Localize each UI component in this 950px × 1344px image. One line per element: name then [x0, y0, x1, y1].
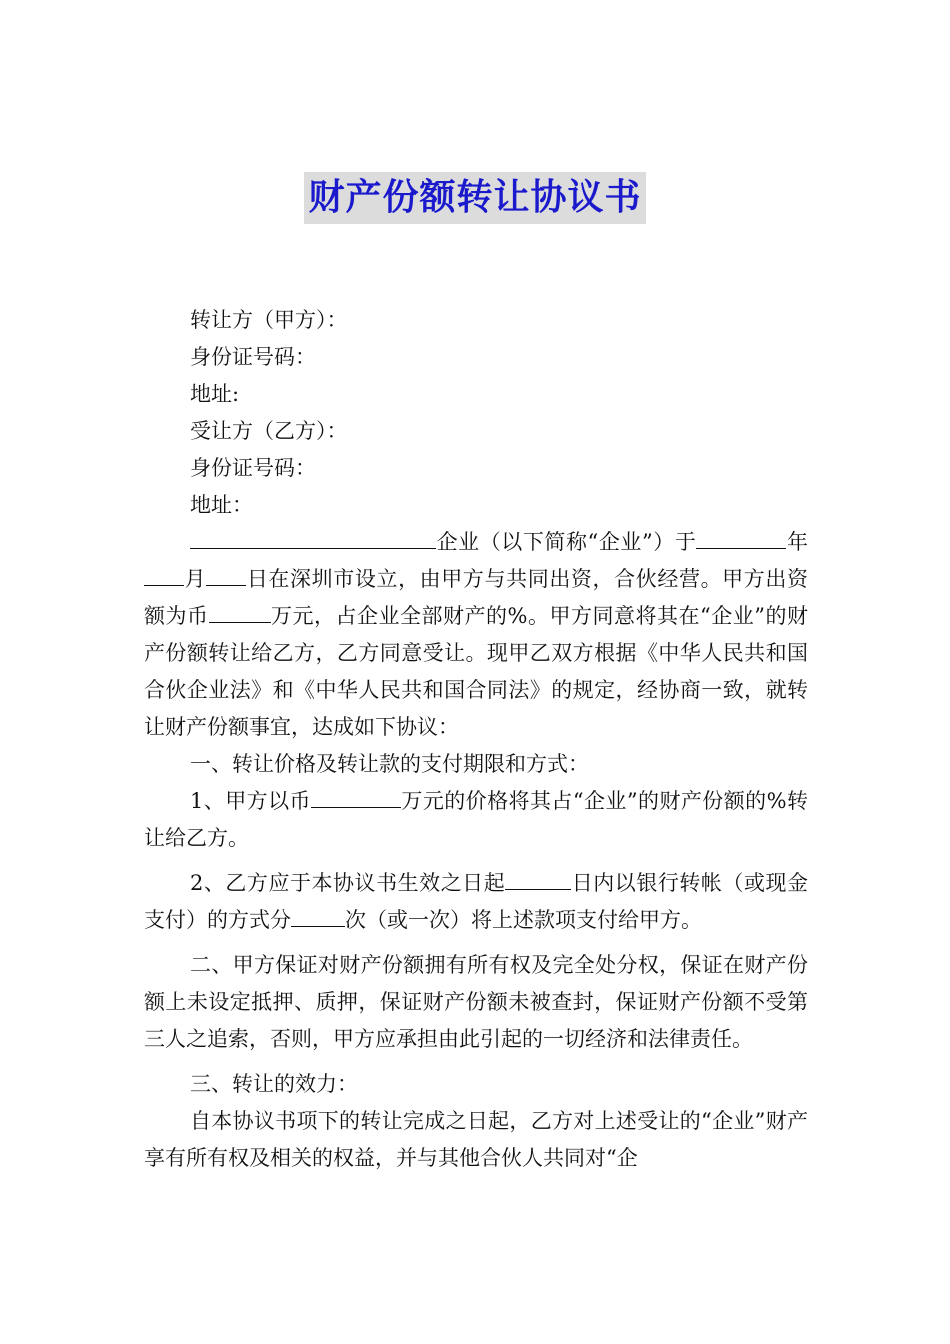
transferor-address-line: 地址:: [190, 382, 240, 406]
intro-text-d: 日在深圳市设立，由甲方与共同出资，合伙经营。甲方出资额为币: [144, 567, 809, 628]
installments-blank: [291, 904, 345, 927]
item2-text-c: 次（或一次）将上述款项支付给甲方。: [345, 908, 702, 932]
transferor-id-line: 身份证号码：: [190, 345, 316, 369]
item2-text-a: 2、乙方应于本协议书生效之日起: [190, 871, 506, 895]
section3-body: 自本协议书项下的转让完成之日起，乙方对上述受让的“企业”财产享有所有权及相关的权益，并与其他合伙人共同对“企: [144, 1109, 808, 1170]
item2-text-b: 日内以银行转帐（或现金支付）的方式分: [144, 871, 808, 932]
month-blank: [144, 563, 184, 586]
intro-text-a: 企业（以下简称“企业”）于: [436, 530, 697, 554]
intro-text-b: 年: [786, 530, 808, 554]
days-blank: [505, 867, 571, 890]
intro-paragraph: [144, 524, 808, 746]
transferee-address-line: 地址：: [190, 493, 253, 517]
item1-text-a: 1、甲方以币: [190, 789, 311, 813]
transferor-line: 转让方（甲方）：: [190, 308, 348, 332]
year-blank-1: [696, 526, 774, 549]
document-title: 财产份额转让协议书: [304, 172, 645, 224]
section3-heading: 三、转让的效力：: [190, 1072, 358, 1096]
title-container: [0, 172, 950, 224]
intro-text-c: 月: [184, 567, 207, 591]
price-blank: [311, 785, 401, 808]
transferee-id-line: 身份证号码：: [190, 456, 316, 480]
intro-text-e: 万元，占企业全部财产的%。甲方同意将其在“企业”的财产份额转让给乙方，乙方同意受让。现甲乙双方根据《中华人民共和国合伙企业法》和《中华人民共和国合同法》的规定，经协商一致，就转让财产份额事宜，达成如下协议：: [144, 604, 808, 739]
item1-paragraph: [144, 783, 808, 857]
transferee-line: 受让方（乙方）：: [190, 419, 348, 443]
enterprise-name-blank: [190, 526, 436, 549]
section1-heading: 一、转让价格及转让款的支付期限和方式：: [190, 752, 589, 776]
day-blank: [206, 563, 246, 586]
year-blank-2: [774, 526, 786, 549]
section2-paragraph: 二、甲方保证对财产份额拥有所有权及完全处分权，保证在财产份额上未设定抵押、质押，保证财产份额未被查封，保证财产份额不受第三人之追索，否则，甲方应承担由此引起的一切经济和法律责任。: [144, 953, 808, 1051]
document-body: [144, 302, 808, 1177]
item2-paragraph: [144, 865, 808, 939]
capital-blank: [209, 600, 271, 623]
item1-text-b: 万元的价格将其占“企业”的财产份额的%转让给乙方。: [144, 789, 808, 850]
